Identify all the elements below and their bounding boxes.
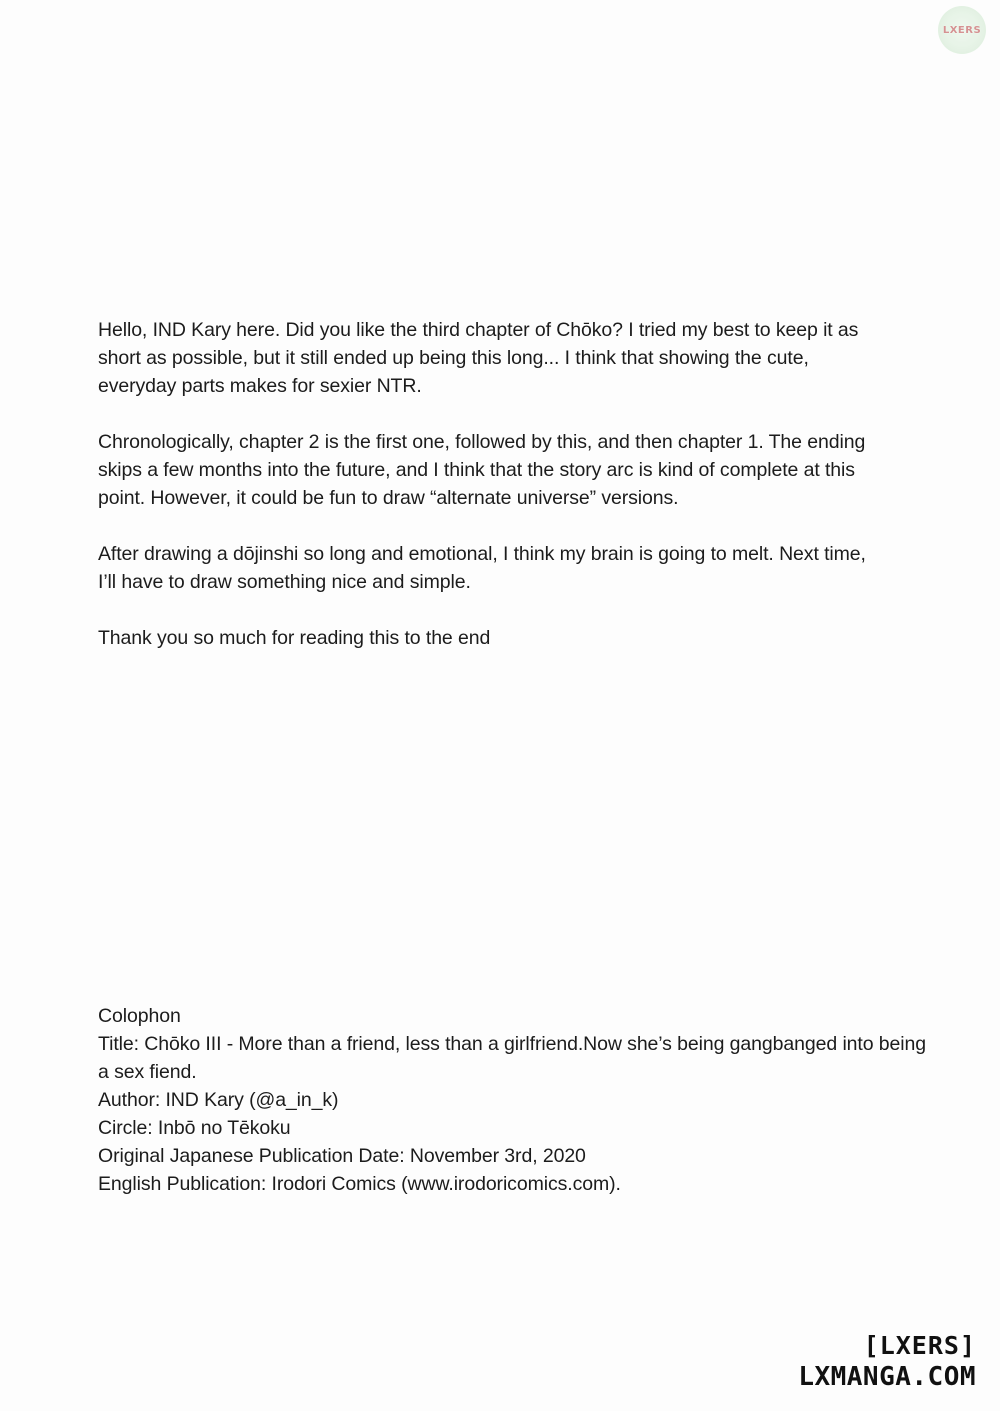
afterword-paragraph: Hello, IND Kary here. Did you like the third chapter of Chōko? I tried my best to keep it as short as possible, but it still ended up being this long... I think that showing the cute, everyday parts makes for sexier NTR. [98, 319, 859, 397]
afterword-text-block [98, 316, 878, 652]
site-watermark [798, 1331, 976, 1393]
colophon-line-original-date: Original Japanese Publication Date: November 3rd, 2020 [98, 1145, 586, 1167]
colophon-line-title: Title: Chōko III - More than a friend, less than a girlfriend.Now she’s being gangbanged into being a sex fiend. [98, 1033, 927, 1083]
afterword-paragraph: Thank you so much for reading this to the end [98, 627, 491, 649]
colophon-line-author: Author: IND Kary (@a_in_k) [98, 1089, 339, 1111]
colophon-block [98, 1002, 928, 1198]
site-brand-label: [LXERS] [863, 1331, 976, 1360]
colophon-line-english-publication: English Publication: Irodori Comics (www.irodoricomics.com). [98, 1173, 621, 1195]
afterword-paragraph: After drawing a dōjinshi so long and emotional, I think my brain is going to melt. Next time, I’ll have to draw something nice and simple. [98, 543, 866, 593]
colophon-heading: Colophon [98, 1005, 181, 1027]
corner-logo-label: LXERS [942, 24, 982, 36]
colophon-line-circle: Circle: Inbō no Tēkoku [98, 1117, 291, 1139]
circle-logo-icon [938, 6, 986, 54]
site-domain-label: LXMANGA.COM [798, 1362, 976, 1392]
afterword-paragraph: Chronologically, chapter 2 is the first one, followed by this, and then chapter 1. The ending skips a few months into the future, and I think that the story arc is kind of complete at this point. However, it could be fun to draw “alternate universe” versions. [98, 431, 866, 509]
